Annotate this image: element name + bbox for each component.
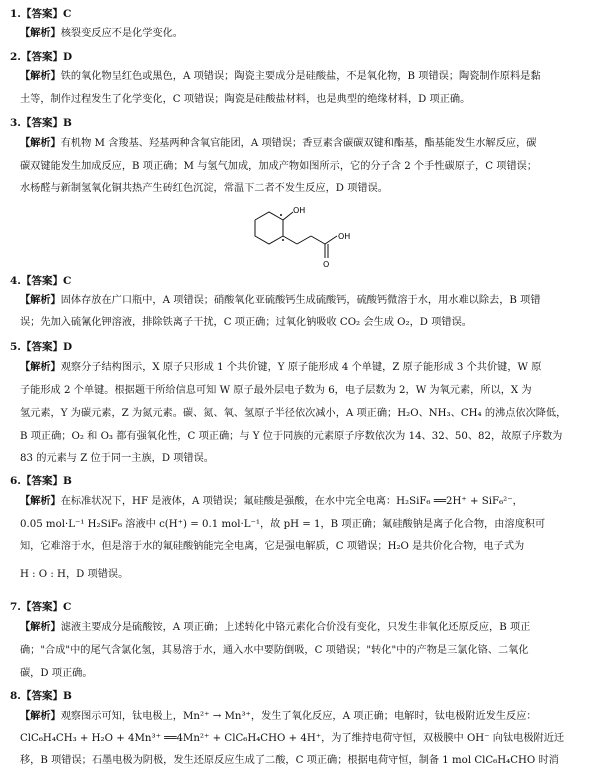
explanation-5-line-2: 子能形成 2 个单键。根据题干所给信息可知 W 原子最外层电子数为 6，电子层数为 2，W 为氧元素，所以，X 为: [20, 385, 532, 396]
explanation-6-line-4: H : O : H，D 项错误。: [20, 569, 129, 580]
explanation-4-line-2: 误；先加入硫氰化钾溶液，排除铁离子干扰，C 项正确；过氧化钠吸收 CO₂ 会生成 O₂，D 项错误。: [20, 317, 472, 328]
explanation-7-line-1: 【解析】滤液主要成分是硫酸铵，A 项正确；上述转化中铬元素化合价没有变化，只发生非氧化还原反应，B 项正: [20, 621, 531, 633]
answer-6: 6.【答案】B: [10, 475, 72, 487]
answer-1: 1.【答案】C: [10, 8, 72, 20]
structure-o-bottom: O: [323, 260, 330, 269]
explanation-4-line-1: 【解析】固体存放在广口瓶中，A 项错误；硝酸氧化亚硫酸钙生成硫酸钙，硫酸钙微溶于水，用水难以除去，B 项错: [20, 294, 541, 306]
answer-2: 2.【答案】D: [10, 51, 73, 63]
explanation-8-line-3: 移，B 项错误；石墨电极为阴极，发生还原反应生成了二酸，C 项正确；根据电荷守恒，制备 1 mol ClC₆H₄CHO 时消: [20, 755, 559, 766]
explanation-3-line-2: 碳双键能发生加成反应，B 项正确；M 与氢气加成，加成产物如图所示，它的分子含 2 个手性碳原子，C 项错误；: [20, 161, 538, 172]
answer-7: 7.【答案】C: [10, 601, 72, 613]
structure-oh-right: OH: [338, 232, 351, 241]
explanation-3-line-1: 【解析】有机物 M 含羧基、羟基两种含氧官能团，A 项错误；香豆素含碳碳双键和酯基，酯基能发生水解反应，碳: [20, 137, 537, 149]
hydrogenation-product-structure: [245, 198, 375, 270]
answer-5: 5.【答案】D: [10, 341, 73, 353]
explanation-1-line-1: 【解析】核裂变反应不是化学变化。: [20, 27, 183, 39]
explanation-5-line-4: B 项正确；O₂ 和 O₃ 都有强氧化性，C 项正确；与 Y 位于同族的元素原子序数依次为 14、32、50、82，故原子序数为: [20, 431, 563, 442]
explanation-7-line-3: 碳，D 项正确。: [20, 668, 93, 679]
explanation-6-line-1: 【解析】在标准状况下，HF 是液体，A 项错误；氟硅酸是强酸，在水中完全电离：H₂SiF₆ ══2H⁺ + SiF₆²⁻，: [20, 495, 523, 507]
explanation-8-line-1: 【解析】观察图示可知，钛电极上，Mn²⁺ → Mn³⁺，发生了氧化反应，A 项正确；电解时，钛电极附近发生反应：: [20, 710, 537, 722]
explanation-6-line-2: 0.05 mol·L⁻¹ H₂SiF₆ 溶液中 c(H⁺) = 0.1 mol·L⁻¹，故 pH = 1，B 项正确；氟硅酸钠是离子化合物，由溶度积可: [20, 519, 546, 530]
answer-8: 8.【答案】B: [10, 690, 72, 702]
explanation-5-line-3: 氢元素，Y 为碳元素，Z 为氮元素。碳、氮、氧、氢原子半径依次减小，A 项正确；H₂O、NH₃、CH₄ 的沸点依次降低，: [20, 408, 567, 419]
explanation-5-line-1: 【解析】观察分子结构图示，X 原子只形成 1 个共价键，Y 原子能形成 4 个单键，Z 原子能形成 3 个共价键，W 原: [20, 361, 542, 373]
explanation-2-line-1: 【解析】铁的氧化物呈红色或黑色，A 项错误；陶瓷主要成分是硅酸盐，不是氧化物，B 项错误；陶瓷制作原料是黏: [20, 70, 541, 82]
explanation-6-line-3: 知，它难溶于水，但是溶于水的氟硅酸钠能完全电离，它是强电解质，C 项错误；H₂O 是共价化合物，电子式为: [20, 541, 525, 552]
explanation-8-line-2: ClC₆H₄CH₃ + H₂O + 4Mn³⁺ ══4Mn²⁺ + ClC₆H₄CHO + 4H⁺，为了维持电荷守恒，双极膜中 OH⁻ 向钛电极附近迁: [20, 733, 565, 744]
answer-3: 3.【答案】B: [10, 117, 72, 129]
structure-oh-top: OH: [293, 206, 306, 215]
answer-4: 4.【答案】C: [10, 275, 72, 287]
explanation-7-line-2: 确；"合成"中的尾气含氯化氢，其易溶于水，通入水中要防倒吸，C 项错误；"转化"中的产物是三氯化铬、二氧化: [20, 645, 529, 656]
explanation-2-line-2: 土等，制作过程发生了化学变化，C 项错误；陶瓷是硅酸盐材料，也是典型的绝缘材料，D 项正确。: [20, 94, 471, 105]
explanation-3-line-3: 水杨醛与新制氢氧化铜共热产生砖红色沉淀，常温下二者不发生反应，D 项错误。: [20, 183, 388, 194]
explanation-5-line-5: 83 的元素与 Z 位于同一主族，D 项错误。: [20, 453, 214, 464]
